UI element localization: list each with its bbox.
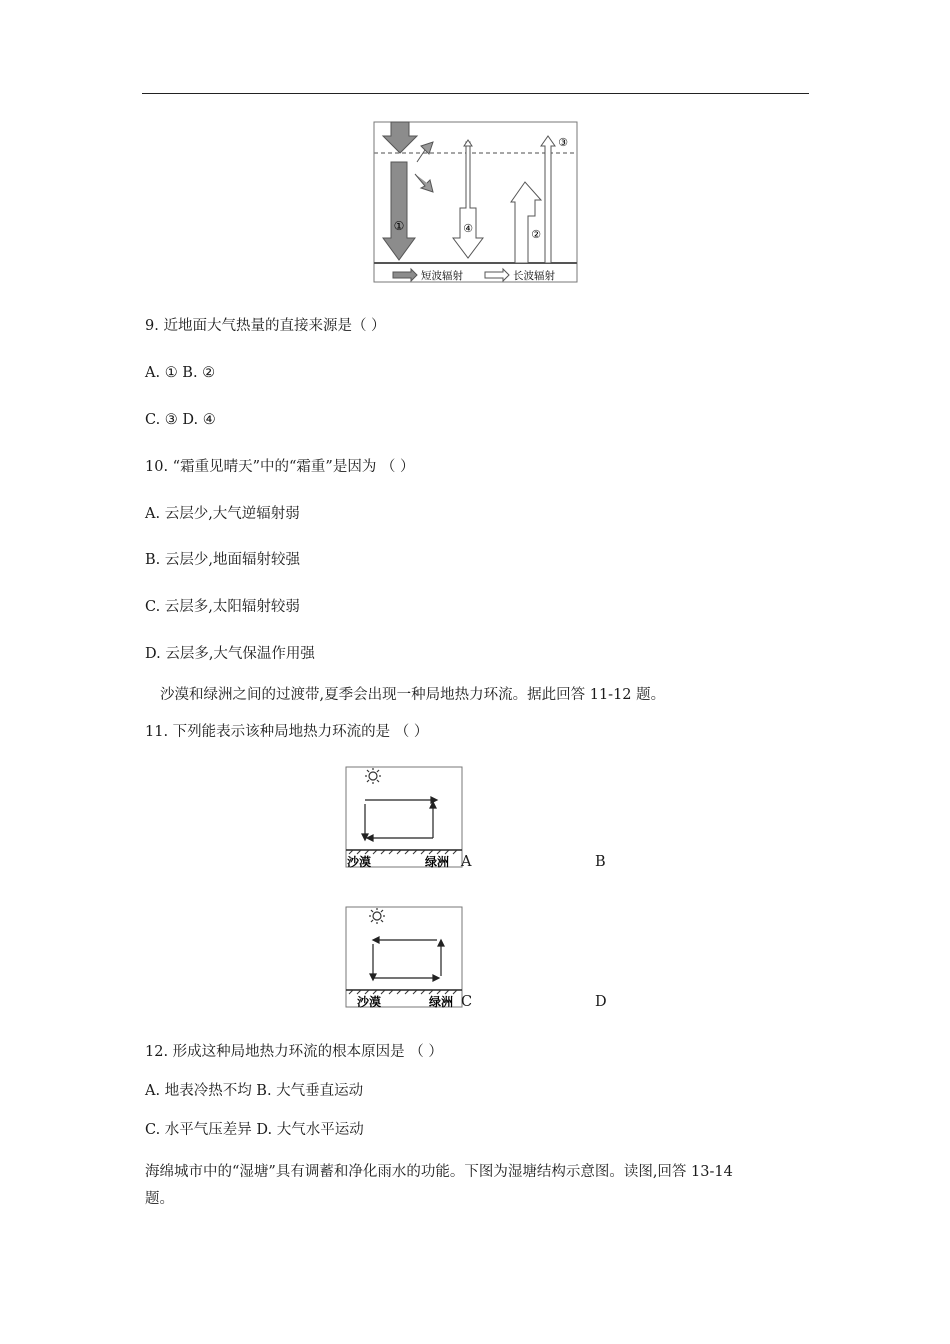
marker-2: ② — [531, 228, 541, 241]
oasis-label-c: 绿洲 — [429, 995, 454, 1008]
q10-option-b: B. 云层少,地面辐射较强 — [145, 552, 300, 568]
q12-stem: 12. 形成这种局地热力环流的根本原因是 （ ） — [145, 1044, 443, 1060]
q11-option-c: C — [461, 994, 473, 1010]
q10-stem: 10. “霜重见晴天”中的“霜重”是因为 （ ） — [145, 459, 415, 475]
q11-option-a: A — [461, 854, 472, 870]
marker-3: ③ — [558, 136, 568, 149]
q9-options-ab: A. ① B. ② — [145, 365, 216, 381]
circulation-diagram-a — [345, 766, 463, 868]
marker-1: ① — [393, 219, 405, 233]
desert-label-a: 沙漠 — [347, 855, 372, 868]
q10-option-d: D. 云层多,大气保温作用强 — [145, 646, 315, 662]
q11-stem: 11. 下列能表示该种局地热力环流的是 （ ） — [145, 724, 429, 740]
q10-option-a: A. 云层少,大气逆辐射弱 — [145, 506, 300, 522]
header-rule — [142, 93, 809, 94]
oasis-label-a: 绿洲 — [425, 855, 450, 868]
q12-options-ab: A. 地表冷热不均 B. 大气垂直运动 — [145, 1083, 364, 1099]
radiation-diagram — [373, 120, 579, 284]
q12-options-cd: C. 水平气压差异 D. 大气水平运动 — [145, 1122, 364, 1138]
intro-13-14-line2: 题。 — [145, 1191, 174, 1207]
circulation-diagram-c — [345, 906, 463, 1008]
q9-stem: 9. 近地面大气热量的直接来源是（ ） — [145, 318, 386, 334]
desert-label-c: 沙漠 — [357, 995, 382, 1008]
q11-option-b: B — [595, 854, 606, 870]
q9-options-cd: C. ③ D. ④ — [145, 412, 216, 428]
marker-4: ④ — [463, 222, 473, 235]
intro-13-14-line1: 海绵城市中的“湿塘”具有调蓄和净化雨水的功能。下图为湿塘结构示意图。读图,回答 13-14 — [145, 1164, 733, 1180]
legend-long-label: 长波辐射 — [513, 270, 555, 282]
intro-11-12: 沙漠和绿洲之间的过渡带,夏季会出现一种局地热力环流。据此回答 11-12 题。 — [160, 687, 666, 703]
q11-option-d: D — [595, 994, 607, 1010]
legend-short-label: 短波辐射 — [421, 270, 463, 282]
q10-option-c: C. 云层多,太阳辐射较弱 — [145, 599, 300, 615]
